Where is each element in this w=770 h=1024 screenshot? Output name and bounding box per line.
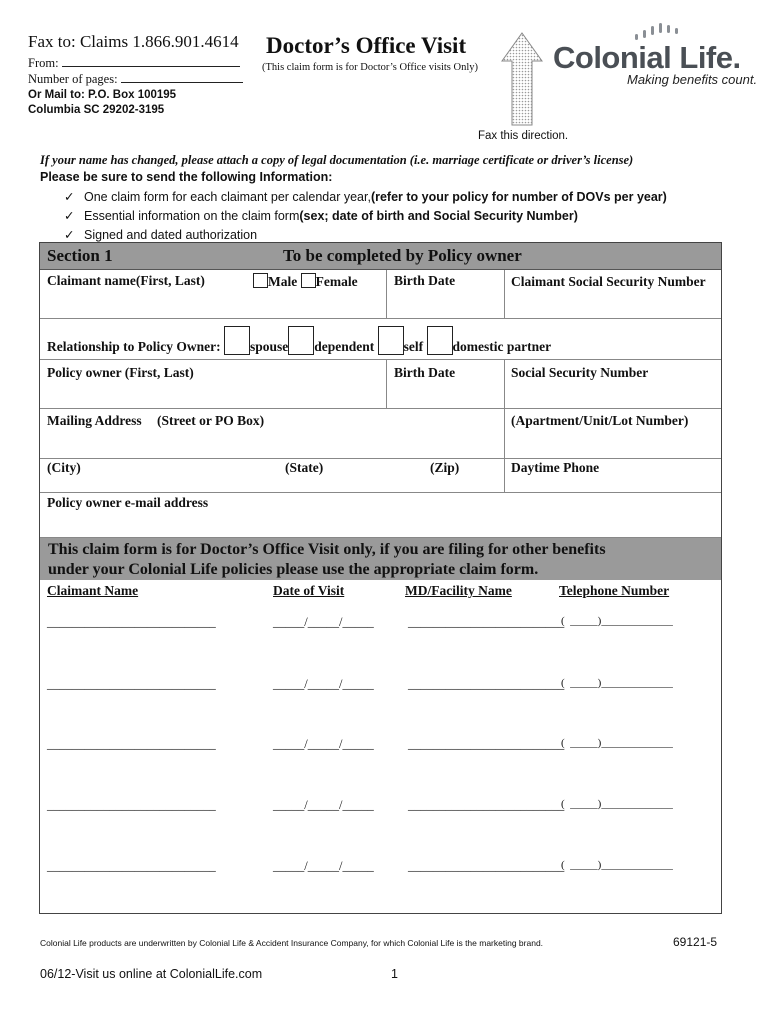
- from-label: From:: [28, 56, 59, 70]
- visit-row-name[interactable]: ___________________________: [47, 615, 216, 629]
- apartment-field[interactable]: (Apartment/Unit/Lot Number): [511, 413, 689, 428]
- checkmark-icon: ✓: [64, 190, 75, 204]
- underwriter-note: Colonial Life products are underwritten by Colonial Life & Accident Insurance Company, for which Colonial Life is the marketing brand.: [40, 938, 544, 948]
- visit-row-facility[interactable]: _________________________: [408, 737, 565, 751]
- section-label: Section 1: [47, 246, 113, 265]
- domestic-partner-checkbox[interactable]: [427, 326, 453, 355]
- fax-direction-label: Fax this direction.: [478, 130, 569, 142]
- claimant-birth-date-field[interactable]: Birth Date: [394, 273, 456, 288]
- tagline: Making benefits count.: [627, 72, 758, 87]
- dependent-label: dependent: [314, 339, 375, 354]
- section-title: To be completed by Policy owner: [283, 246, 522, 265]
- visit-online-link: 06/12-Visit us online at ColonialLife.com: [40, 967, 263, 981]
- visit-row-facility[interactable]: _________________________: [408, 677, 565, 691]
- col-telephone: Telephone Number: [559, 583, 670, 598]
- visit-row-phone[interactable]: ( _____)_____________: [561, 677, 673, 689]
- list-item: ✓ Signed and dated authorization: [64, 228, 258, 242]
- mail-address-line1: Or Mail to: P.O. Box 100195: [28, 89, 177, 101]
- col-facility-name: MD/Facility Name: [405, 583, 512, 598]
- checkmark-icon: ✓: [64, 228, 75, 242]
- zip-field[interactable]: (Zip): [430, 460, 460, 475]
- female-checkbox[interactable]: [301, 273, 316, 288]
- claimant-ssn-field[interactable]: Claimant Social Security Number: [511, 274, 706, 289]
- visit-row-facility[interactable]: _________________________: [408, 615, 565, 629]
- male-label: Male: [268, 274, 298, 289]
- female-label: Female: [315, 274, 358, 289]
- city-field[interactable]: (City): [47, 460, 81, 475]
- spouse-label: spouse: [250, 339, 289, 354]
- claim-form: [39, 242, 722, 914]
- state-field[interactable]: (State): [285, 460, 324, 475]
- col-claimant-name: Claimant Name: [47, 583, 139, 598]
- fax-direction-arrow-icon: [500, 31, 544, 127]
- list-item: ✓ One claim form for each claimant per calendar year,(refer to your policy for number of DOVs per year): [64, 190, 667, 204]
- visit-row-facility[interactable]: _________________________: [408, 798, 565, 812]
- fax-to-heading: Fax to: Claims 1.866.901.4614: [28, 32, 239, 51]
- visit-row-date[interactable]: _____/_____/_____: [273, 615, 374, 629]
- mail-address-line2: Columbia SC 29202-3195: [28, 104, 165, 116]
- visit-row-date[interactable]: _____/_____/_____: [273, 677, 374, 691]
- self-checkbox[interactable]: [378, 326, 404, 355]
- relationship-label: Relationship to Policy Owner:: [47, 339, 221, 354]
- visit-row-facility[interactable]: _________________________: [408, 859, 565, 873]
- notice-band: [40, 538, 721, 580]
- visit-row-phone[interactable]: ( _____)_____________: [561, 737, 673, 749]
- pages-field[interactable]: [28, 70, 243, 87]
- list-item: ✓ Essential information on the claim form(sex; date of birth and Social Security Number): [64, 209, 578, 223]
- visit-row-phone[interactable]: ( _____)_____________: [561, 615, 673, 627]
- notice-line2: under your Colonial Life policies please use the appropriate claim form.: [48, 561, 539, 578]
- mailing-address-label: Mailing Address: [47, 413, 142, 428]
- colonial-life-logo: Colonial Life.: [553, 40, 741, 75]
- visit-row-name[interactable]: ___________________________: [47, 859, 216, 873]
- daytime-phone-field[interactable]: Daytime Phone: [511, 460, 600, 475]
- pages-label: Number of pages:: [28, 72, 118, 86]
- page-title: Doctor’s Office Visit: [266, 33, 467, 58]
- visit-row-phone[interactable]: ( _____)_____________: [561, 798, 673, 810]
- male-checkbox[interactable]: [253, 273, 268, 288]
- name-change-notice: If your name has changed, please attach a copy of legal documentation (i.e. marriage certificate or driver’s license): [40, 153, 634, 167]
- visit-row-name[interactable]: ___________________________: [47, 677, 216, 691]
- page-subtitle: (This claim form is for Doctor’s Office visits Only): [262, 62, 478, 73]
- notice-line1: This claim form is for Doctor’s Office Visit only, if you are filing for other benefits: [48, 541, 606, 558]
- visit-row-name[interactable]: ___________________________: [47, 798, 216, 812]
- claimant-name-field[interactable]: Claimant name(First, Last): [47, 273, 205, 288]
- from-field[interactable]: [28, 54, 240, 71]
- spouse-checkbox[interactable]: [224, 326, 250, 355]
- visit-row-phone[interactable]: ( _____)_____________: [561, 859, 673, 871]
- mailing-address-field[interactable]: [47, 413, 264, 429]
- be-sure-heading: Please be sure to send the following Information:: [40, 170, 333, 184]
- street-label: (Street or PO Box): [157, 413, 265, 428]
- email-field[interactable]: Policy owner e-mail address: [47, 495, 209, 510]
- visit-row-date[interactable]: _____/_____/_____: [273, 737, 374, 751]
- colonial-life-logo-icon: [633, 22, 693, 42]
- dependent-checkbox[interactable]: [288, 326, 314, 355]
- visit-row-date[interactable]: _____/_____/_____: [273, 798, 374, 812]
- domestic-partner-label: domestic partner: [452, 339, 552, 354]
- page-number: 1: [391, 967, 398, 981]
- relationship-row: [47, 326, 551, 355]
- policy-owner-name-field[interactable]: Policy owner (First, Last): [47, 365, 194, 380]
- self-label: self: [403, 339, 424, 354]
- owner-ssn-field[interactable]: Social Security Number: [511, 365, 649, 380]
- sex-options: [253, 273, 358, 290]
- form-number: 69121-5: [673, 935, 718, 949]
- col-date-of-visit: Date of Visit: [273, 583, 345, 598]
- checkmark-icon: ✓: [64, 209, 75, 223]
- visit-row-date[interactable]: _____/_____/_____: [273, 859, 374, 873]
- owner-birth-date-field[interactable]: Birth Date: [394, 365, 456, 380]
- section-header: [40, 243, 721, 270]
- visit-row-name[interactable]: ___________________________: [47, 737, 216, 751]
